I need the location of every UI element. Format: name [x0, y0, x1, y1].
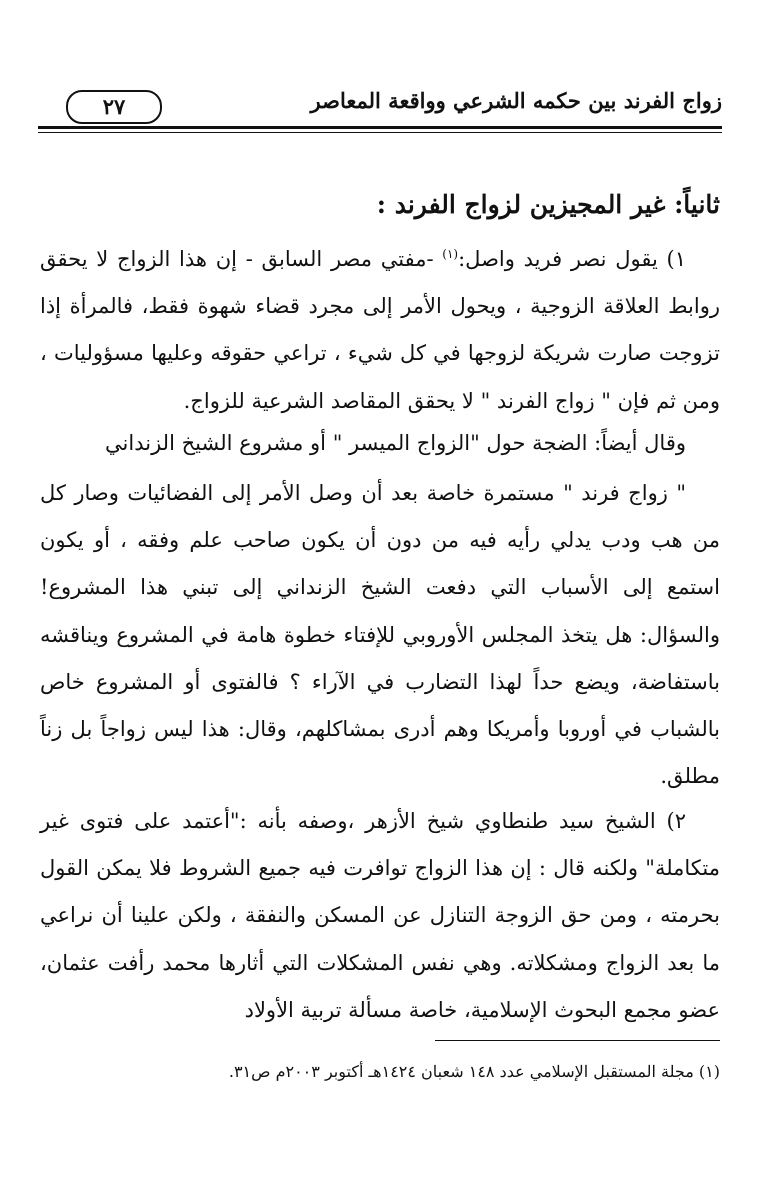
footnote: (١) مجلة المستقبل الإسلامي عدد ١٤٨ شعبان ١٤٢٤هـ أكتوبر ٢٠٠٣م ص٣١. [228, 1062, 720, 1081]
footnote-marker: (١) [442, 247, 459, 261]
paragraph-4 [40, 798, 720, 1034]
paragraph-1-lead: ١) يقول نصر فريد واصل: [458, 247, 686, 271]
header-rule [38, 126, 722, 129]
section-heading: ثانياً: غير المجيزين لزواج الفرند : [376, 190, 720, 219]
header-rule-thin [38, 132, 722, 133]
paragraph-2-text: وقال أيضاً: الضجة حول "الزواج الميسر " أو مشروع الشيخ الزنداني [105, 431, 686, 455]
paragraph-3-text: " زواج فرند " مستمرة خاصة بعد أن وصل الأمر إلى الفضائيات وصار كل من هب ودب يدلي رأيه فيه من دون أن يكون صاحب علم وفقه ، أو يكون استمع إلى الأسباب التي دفعت الشيخ الزنداني إلى تبني هذا المشروع! والسؤال: هل يتخذ المجلس الأوروبي للإفتاء خطوة هامة في المشروع ويناقشه باستفاضة، ويضع حداً لهذا التضارب في الآراء ؟ فالفتوى أو المشروع خاص بالشباب في أوروبا وأمريكا وهم أدرى بمشاكلهم، وقال: هذا ليس زواجاً بل زناً مطلق. [40, 481, 720, 789]
paragraph-1-text: -مفتي مصر السابق - إن هذا الزواج لا يحقق روابط العلاقة الزوجية ، ويحول الأمر إلى مجرد قضاء شهوة فقط، فالمرأة إذا تزوجت صارت شريكة لزوجها في كل شيء ، تراعي حقوقه وعليها مسؤوليات ، ومن ثم فإن " زواج الفرند " لا يحقق المقاصد الشرعية للزواج. [40, 247, 720, 413]
page-number: ٢٧ [66, 90, 162, 124]
paragraph-1 [40, 236, 720, 425]
paragraph-2 [40, 420, 720, 467]
paragraph-3 [40, 470, 720, 800]
footnote-separator [435, 1040, 720, 1041]
page-header [38, 86, 722, 130]
paragraph-4-text: ٢) الشيخ سيد طنطاوي شيخ الأزهر ،وصفه بأنه :"أعتمد على فتوى غير متكاملة" ولكنه قال : إن هذا الزواج توافرت فيه جميع الشروط فلا يمكن القول بحرمته ، ومن حق الزوجة التنازل عن المسكن والنفقة ، ولكن علينا أن نراعي ما بعد الزواج ومشكلاته. وهي نفس المشكلات التي أثارها محمد رأفت عثمان، عضو مجمع البحوث الإسلامية، خاصة مسألة تربية الأولاد [40, 809, 720, 1022]
running-title: زواج الفرند بين حكمه الشرعي وواقعة المعاصر [310, 88, 722, 113]
